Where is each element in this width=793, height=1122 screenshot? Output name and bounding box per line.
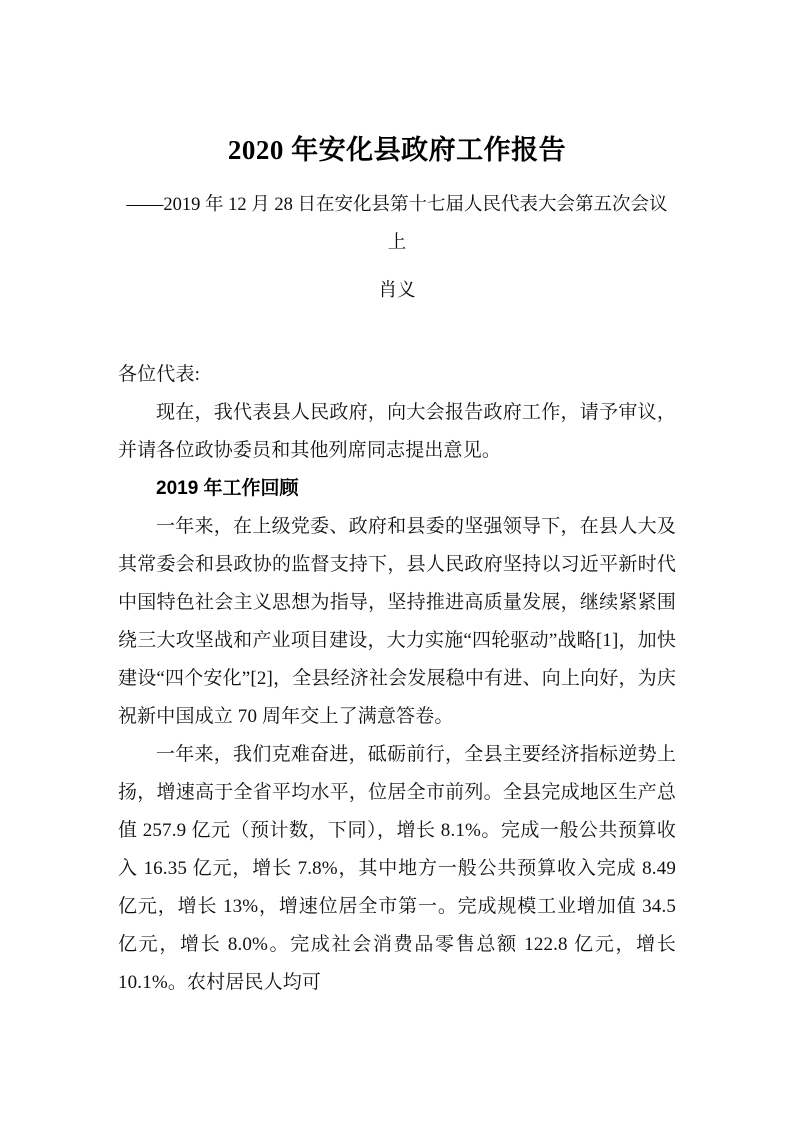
section-heading-2019-review: 2019 年工作回顾 — [156, 478, 299, 499]
body-paragraph-1: 一年来，在上级党委、政府和县委的坚强领导下，在县人大及其常委会和县政协的监督支持下，县人民政府坚持以习近平新时代中国特色社会主义思想为指导，坚持推进高质量发展，继续紧紧围绕三大攻坚战和产业项目建设，大力实施“四轮驱动”战略[1]，加快建设“四个安化”[2]，全县经济社会发展稳中有进、向上向好，为庆祝新中国成立 70 周年交上了满意答卷。 — [118, 516, 676, 727]
document-body — [118, 310, 676, 1002]
document-author: 肖义 — [378, 281, 416, 301]
salutation: 各位代表: — [118, 364, 201, 385]
page-title: 2020 年安化县政府工作报告 — [227, 135, 567, 165]
page-content — [118, 0, 676, 1002]
document-subtitle: ——2019 年 12 月 28 日在安化县第十七届人民代表大会第五次会议上 — [126, 195, 668, 253]
body-paragraph-2: 一年来，我们克难奋进，砥砺前行，全县主要经济指标逆势上扬，增速高于全省平均水平，位居全市前列。全县完成地区生产总值 257.9 亿元（预计数，下同），增长 8.1%。完成一般公共预算收入 16.35 亿元，增长 7.8%，其中地方一般公共预算收入完成 8.49 亿元，增长 13%，增速位居全市第一。完成规模工业增加值 34.5 亿元，增长 8.0%。完成社会消费品零售总额 122.8 亿元，增长 10.1%。农村居民人均可 — [118, 744, 676, 993]
intro-paragraph: 现在，我代表县人民政府，向大会报告政府工作，请予审议，并请各位政协委员和其他列席同志提出意见。 — [118, 402, 676, 461]
